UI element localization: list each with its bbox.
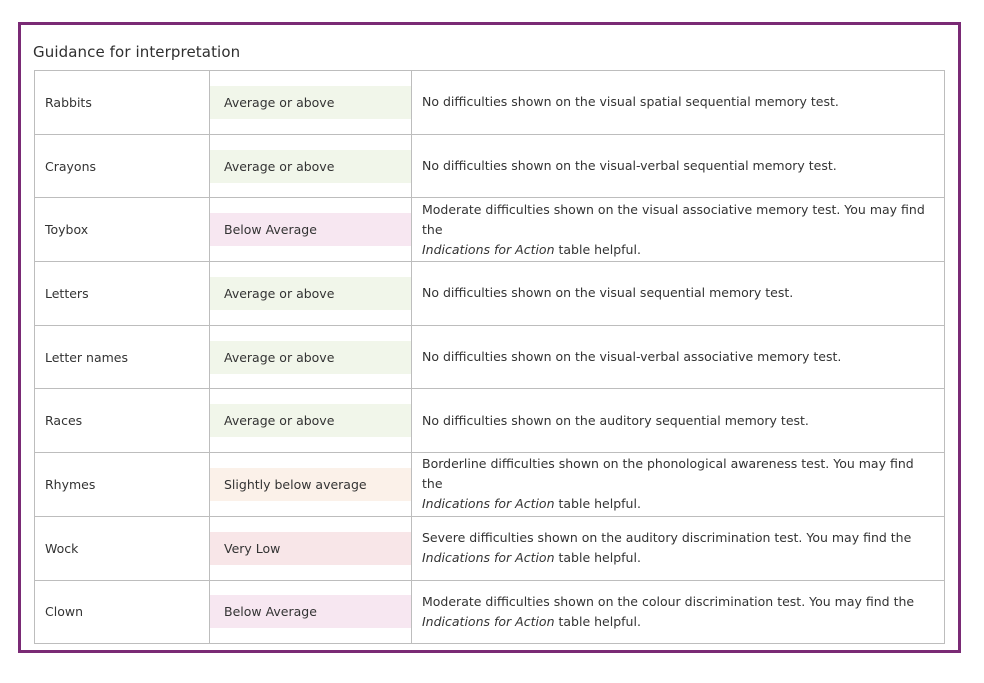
level-badge: Slightly below average	[210, 468, 411, 501]
description-text-segment: Moderate difficulties shown on the colour discrimination test. You may find the	[422, 593, 915, 609]
test-name: Rabbits	[35, 71, 210, 134]
description-text-segment: No difficulties shown on the visual-verbal associative memory test.	[422, 349, 842, 365]
description-line	[422, 528, 911, 548]
table-row	[35, 262, 944, 326]
indications-for-action-reference: Indications for Action	[422, 496, 555, 512]
description-cell	[412, 198, 944, 261]
description-line	[422, 548, 911, 568]
description-line	[422, 612, 914, 632]
indications-for-action-reference: Indications for Action	[422, 613, 555, 629]
description-text	[422, 283, 793, 303]
description-text	[422, 454, 932, 514]
table-row	[35, 326, 944, 390]
test-name: Races	[35, 389, 210, 452]
description-text	[422, 200, 932, 260]
test-name: Toybox	[35, 198, 210, 261]
test-name: Letters	[35, 262, 210, 325]
description-text-segment: table helpful.	[554, 550, 641, 566]
description-text	[422, 92, 839, 112]
table-row	[35, 135, 944, 199]
level-badge: Very Low	[210, 532, 411, 565]
level-badge: Average or above	[210, 86, 411, 119]
description-line	[422, 494, 932, 514]
description-text-segment: No difficulties shown on the visual-verbal sequential memory test.	[422, 158, 837, 174]
test-name: Clown	[35, 581, 210, 644]
description-line	[422, 592, 914, 612]
description-line	[422, 240, 932, 260]
description-line	[422, 200, 932, 240]
level-badge: Below Average	[210, 213, 411, 246]
description-text-segment: No difficulties shown on the auditory sequential memory test.	[422, 412, 809, 428]
description-text	[422, 347, 841, 367]
panel-title: Guidance for interpretation	[33, 43, 241, 61]
description-text-segment: table helpful.	[554, 613, 641, 629]
indications-for-action-reference: Indications for Action	[422, 241, 555, 257]
level-cell	[210, 71, 412, 134]
table-row	[35, 517, 944, 581]
description-cell	[412, 326, 944, 389]
level-badge: Average or above	[210, 341, 411, 374]
level-cell	[210, 198, 412, 261]
table-row	[35, 389, 944, 453]
description-cell	[412, 517, 944, 580]
table-row	[35, 71, 944, 135]
description-text	[422, 528, 911, 568]
description-text-segment: Moderate difficulties shown on the visual associative memory test. You may find the	[422, 201, 925, 237]
description-line	[422, 411, 809, 431]
level-cell	[210, 135, 412, 198]
level-cell	[210, 517, 412, 580]
description-cell	[412, 135, 944, 198]
description-text-segment: No difficulties shown on the visual spatial sequential memory test.	[422, 94, 839, 110]
level-cell	[210, 326, 412, 389]
test-name: Crayons	[35, 135, 210, 198]
level-cell	[210, 262, 412, 325]
description-cell	[412, 453, 944, 516]
description-line	[422, 92, 839, 112]
level-cell	[210, 453, 412, 516]
test-name: Letter names	[35, 326, 210, 389]
description-cell	[412, 71, 944, 134]
level-badge: Average or above	[210, 150, 411, 183]
level-cell	[210, 389, 412, 452]
indications-for-action-reference: Indications for Action	[422, 550, 555, 566]
description-cell	[412, 389, 944, 452]
level-badge: Average or above	[210, 404, 411, 437]
description-text-segment: table helpful.	[554, 496, 641, 512]
description-text	[422, 156, 837, 176]
results-table	[34, 70, 945, 644]
description-text	[422, 592, 914, 632]
description-cell	[412, 262, 944, 325]
test-name: Rhymes	[35, 453, 210, 516]
level-badge: Below Average	[210, 595, 411, 628]
description-text	[422, 411, 809, 431]
table-row	[35, 453, 944, 517]
description-line	[422, 283, 793, 303]
description-line	[422, 454, 932, 494]
table-row	[35, 581, 944, 645]
description-text-segment: Borderline difficulties shown on the phonological awareness test. You may find the	[422, 456, 914, 492]
description-text-segment: table helpful.	[554, 241, 641, 257]
description-line	[422, 347, 841, 367]
guidance-panel	[18, 22, 961, 653]
level-cell	[210, 581, 412, 644]
test-name: Wock	[35, 517, 210, 580]
description-text-segment: Severe difficulties shown on the auditory discrimination test. You may find the	[422, 530, 912, 546]
table-row	[35, 198, 944, 262]
description-text-segment: No difficulties shown on the visual sequential memory test.	[422, 285, 794, 301]
description-cell	[412, 581, 944, 644]
description-line	[422, 156, 837, 176]
level-badge: Average or above	[210, 277, 411, 310]
